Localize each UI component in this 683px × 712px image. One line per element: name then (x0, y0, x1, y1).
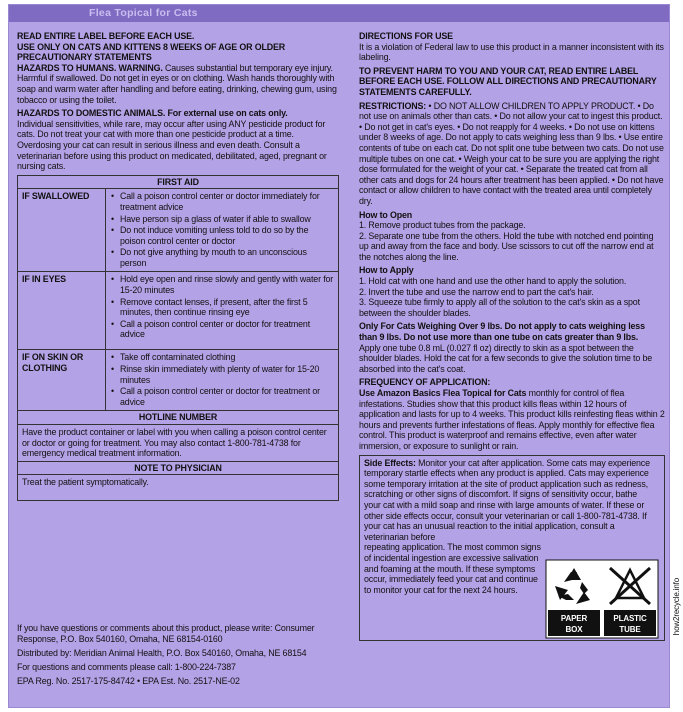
apply-step: 1. Hold cat with one hand and use the other hand to apply the solution. (359, 276, 627, 287)
side-effects-text-wide: Monitor your cat after application. Some cats may experience temporary startle effects when any product is applied. Cats may experience some temporary irritation at the site of product application such as redness, scratching or other signs of discomfort. If signs of sensitivity occur, bathe your cat with a mild soap and rinse with large amounts of water. If these or other side effects occur, consult your veterinarian or call 1-800-781-4738. If your cat has an unusual reaction to the initial application, consult a veterinarian before (364, 457, 650, 542)
box-label: BOX (565, 624, 583, 634)
side-effects-text-narrow: repeating application. The most common signs of incidental ingestion are excessive salivation and foaming at the mouth. If these symptoms occur, immediately feed your cat and continue to monitor your cat for the next 24 hours. (364, 542, 541, 595)
restrictions-text: • DO NOT ALLOW CHILDREN TO APPLY PRODUCT. • Do not use on animals other than cats. • Do not allow your cat to ingest this product. • Do not get in cat's eyes. • Do not reapply for 4 weeks. • Do not use on kittens under 8 weeks of age. Do not apply to cats weighing less than 9 lbs. • Use entire contents of tube on each cat. Do not split one tube between two cats. Do not use multiple tubes on one cat. • Weigh your cat to be sure you are applying the right dose formulated for the weight of your cat. • Separate the treated cat from all other cats and dogs for 24 hours after treatment has been applied. • Do not have contact or allow children to have contact with the treated area until completely dry. (359, 100, 664, 206)
first-aid-steps (106, 272, 339, 350)
top-strip (9, 5, 669, 22)
side-effects-text (364, 458, 654, 543)
list-item: • Have person sip a glass of water if able to swallow (110, 214, 334, 225)
apply-step: 3. Squeeze tube firmly to apply all of the solution to the cat's skin as a spot between the shoulder blades. (359, 297, 640, 318)
first-aid-label: IF ON SKIN OR CLOTHING (18, 350, 106, 411)
label-panel (8, 4, 681, 708)
contact-epa: EPA Reg. No. 2517-175-84742 • EPA Est. No. 2517-NE-02 (17, 676, 240, 686)
list-item: • Remove contact lenses, if present, after the first 5 minutes, then continue rinsing eye (110, 297, 334, 318)
side-effects-title: Side Effects: (364, 457, 416, 468)
recycle-icon (546, 560, 658, 638)
directions-title: DIRECTIONS FOR USE (359, 31, 453, 41)
first-aid-label: IF SWALLOWED (18, 189, 106, 272)
contact-info (17, 623, 347, 690)
restrictions (359, 101, 665, 207)
directions-text: It is a violation of Federal law to use this product in a manner inconsistent with its labeling. (359, 41, 664, 63)
table-row (18, 350, 339, 411)
first-aid-title: FIRST AID (18, 175, 339, 189)
paper-label: PAPER (560, 613, 588, 623)
restrictions-title: RESTRICTIONS: (359, 100, 427, 111)
frequency (359, 388, 665, 452)
hazards-animals-title: HAZARDS TO DOMESTIC ANIMALS. For external use on cats only. (17, 108, 288, 119)
plastic-label: PLASTIC (613, 613, 647, 623)
frequency-bold: Use Amazon Basics Flea Topical for Cats (359, 388, 527, 398)
table-row (18, 272, 339, 350)
tube-label: TUBE (619, 624, 641, 634)
how-to-apply-title: How to Apply (359, 265, 414, 276)
frequency-title: FREQUENCY OF APPLICATION: (359, 377, 491, 388)
hazards-humans-title: HAZARDS TO HUMANS. WARNING. (17, 62, 163, 73)
how-to-open-title: How to Open (359, 209, 413, 220)
over-9-lbs-title: Only For Cats Weighing Over 9 lbs. Do not apply to cats weighing less than 9 lbs. Do not use more than one tube on cats greater than 9 lbs. (359, 321, 645, 343)
over-9-lbs-text: Apply one tube 0.8 mL (0.027 fl oz) directly to skin as a spot between the shoulder blades. Hold the cat for a few seconds to give the solution time to be absorbed into the cat's coat. (359, 342, 653, 374)
open-step: 2. Separate one tube from the others. Hold the tube with notched end pointing up and away from the face and body. Use scissors to cut off the narrow end at the notches along the line. (359, 230, 654, 262)
header-precautionary: PRECAUTIONARY STATEMENTS (17, 52, 152, 63)
contact-call: For questions and comments please call: 1-800-224-7387 (17, 662, 236, 672)
hotline-title: HOTLINE NUMBER (18, 411, 339, 425)
header-use-only: USE ONLY ON CATS AND KITTENS 8 WEEKS OF AGE OR OLDER (17, 41, 286, 52)
list-item: • Hold eye open and rinse slowly and gently with water for 15-20 minutes (110, 274, 334, 295)
first-aid-label: IF IN EYES (18, 272, 106, 350)
hazards-humans (17, 63, 339, 105)
physician-title: NOTE TO PHYSICIAN (18, 461, 339, 475)
top-title: Flea Topical for Cats (89, 7, 198, 19)
list-item: • Do not induce vomiting unless told to do so by the poison control center or doctor (110, 225, 334, 246)
table-row (18, 189, 339, 272)
list-item: • Do not give anything by mouth to an unconscious person (110, 247, 334, 268)
physician-text: Treat the patient symptomatically. (18, 475, 339, 501)
side-effects-box (359, 455, 681, 641)
hazards-animals-text: Individual sensitivities, while rare, may occur after using ANY pesticide product for cats. Do not treat your cat with more than one pesticide product at a time. Overdosing your cat can result in serious illness and even death. Consult a veterinarian before using this product on medicated, debilitated, aged, pregnant or nursing cats. (17, 118, 327, 172)
open-step: 1. Remove product tubes from the package. (359, 220, 526, 231)
contact-distributed: Distributed by: Meridian Animal Health, P.O. Box 540160, Omaha, NE 68154 (17, 648, 307, 658)
header-read-label: READ ENTIRE LABEL BEFORE EACH USE. (17, 31, 195, 41)
how2recycle-text: how2recycle.info (672, 577, 681, 635)
hotline-text: Have the product container or label with you when calling a poison control center or doctor or going for treatment. You may also contact 1-800-781-4738 for emergency medical treatment information. (18, 425, 339, 462)
right-column (359, 31, 681, 641)
first-aid-steps (106, 189, 339, 272)
first-aid-steps (106, 350, 339, 411)
list-item: • Rinse skin immediately with plenty of water for 15-20 minutes (110, 364, 334, 385)
prevent-harm-title: TO PREVENT HARM TO YOU AND YOUR CAT, READ ENTIRE LABEL BEFORE EACH USE. FOLLOW ALL DIRECTIONS AND PRECAUTIONARY STATEMENTS CAREFULLY. (359, 65, 657, 97)
apply-step: 2. Invert the tube and use the narrow end to part the cat's hair. (359, 286, 594, 297)
list-item: • Take off contaminated clothing (110, 352, 334, 363)
contact-questions: If you have questions or comments about this product, please write: Consumer Response, P.O. Box 540160, Omaha, NE 68154-0160 (17, 623, 315, 644)
frequency-text: monthly for control of flea infestations. Studies show that this product kills fleas within 12 hours of application and lasts for up to 4 weeks. This product kills reinfesting fleas within 2 hours and prevents further infestations of fleas. Apply monthly for effective flea control. This product is waterproof and remains effective, even after water immersion, or exposure to sunlight or rain. (359, 388, 665, 451)
hazards-humans-text: Causes substantial but temporary eye injury. Harmful if swallowed. Do not get in eyes or on clothing. Wash hands thoroughly with soap and warm water after handling and before eating, drinking, chewing gum, using tobacco or using the toilet. (17, 62, 337, 105)
left-column (17, 31, 339, 501)
list-item: • Call a poison control center or doctor immediately for treatment advice (110, 191, 334, 212)
first-aid-table (17, 175, 339, 502)
list-item: • Call a poison control center or doctor for treatment advice (110, 319, 334, 340)
list-item: • Call a poison control center or doctor for treatment or advice (110, 386, 334, 407)
